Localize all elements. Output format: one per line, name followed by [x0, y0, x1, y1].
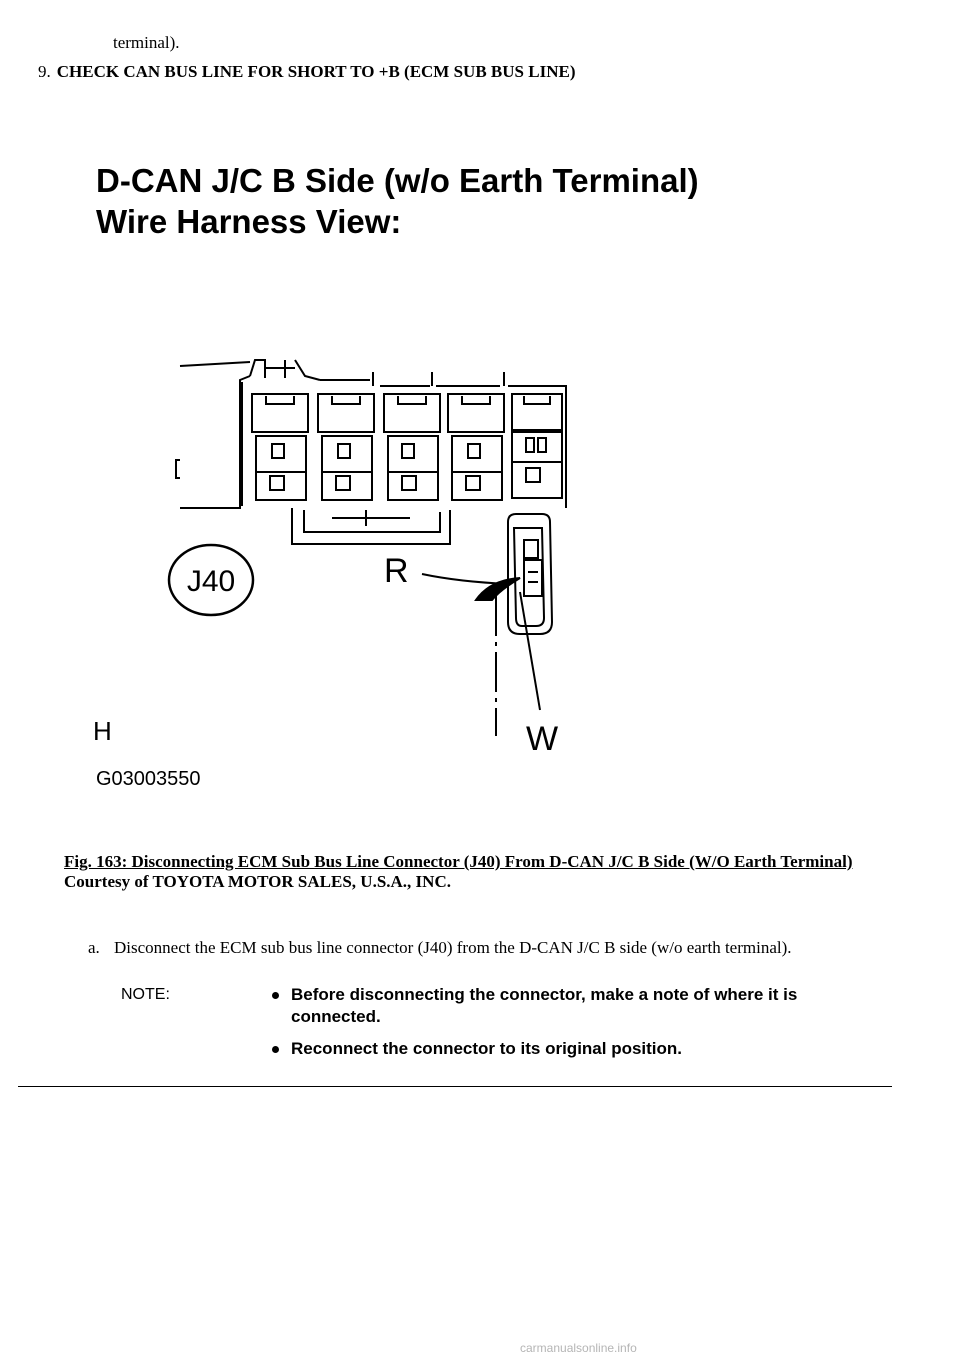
step-heading: [38, 62, 575, 82]
section-divider: [18, 1086, 892, 1087]
note-item: Before disconnecting the connector, make a note of where it is connected.: [270, 984, 890, 1028]
diagram-heading-line1: D-CAN J/C B Side (w/o Earth Terminal): [96, 162, 699, 199]
figure-caption-title: Fig. 163: Disconnecting ECM Sub Bus Line Connector (J40) From D-CAN J/C B Side (W/O Earth Terminal): [64, 852, 853, 871]
substep-a: [88, 938, 792, 958]
cavity-block-3: [384, 394, 440, 500]
connector-id-label: J40: [186, 565, 236, 598]
figure-caption-credit: Courtesy of TOYOTA MOTOR SALES, U.S.A., INC.: [64, 872, 451, 891]
cavity-block-1: [252, 394, 308, 500]
wire-white-label: W: [526, 720, 559, 758]
diagram-heading-line2: Wire Harness View:: [96, 203, 402, 240]
sub-bus-plug: [508, 514, 552, 634]
cavity-block-2: [318, 394, 374, 500]
note-item: Reconnect the connector to its original position.: [270, 1038, 890, 1060]
continuation-text: terminal).: [113, 33, 180, 52]
substep-text: Disconnect the ECM sub bus line connector (J40) from the D-CAN J/C B side (w/o earth terminal).: [114, 938, 792, 957]
wire-leaders: [422, 574, 540, 736]
connector-id-marker: [169, 545, 253, 615]
cavity-block-4: [448, 394, 504, 500]
watermark: carmanualsonline.info: [520, 1341, 637, 1355]
note-list: [270, 984, 890, 1070]
lower-tab: [304, 510, 440, 532]
step-title: CHECK CAN BUS LINE FOR SHORT TO +B (ECM SUB BUS LINE): [56, 62, 576, 81]
note-label: NOTE:: [121, 986, 170, 1003]
marker-h-label: H: [93, 716, 112, 746]
connector-diagram: [80, 150, 780, 810]
substep-label: a.: [88, 938, 100, 957]
cavity-block-5: [512, 394, 562, 498]
wire-red-label: R: [384, 552, 409, 590]
figure-caption: [64, 852, 894, 892]
step-number: 9.: [38, 62, 51, 81]
image-code-label: G03003550: [96, 768, 201, 790]
